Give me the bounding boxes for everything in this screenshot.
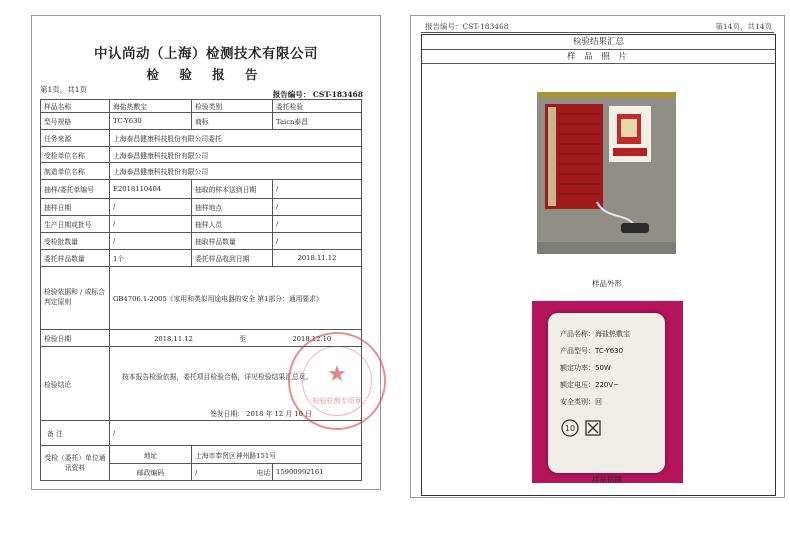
caption-appearance: 样品外形 xyxy=(592,279,622,288)
phone-label: 电话 xyxy=(256,469,271,477)
cell-label: 委托样品收到日期 xyxy=(192,250,273,267)
cell-label: 抽样地点 xyxy=(192,199,273,216)
cell-value: 1个 xyxy=(110,250,192,267)
stamp-star-icon: ★ xyxy=(327,362,347,387)
svg-text:10: 10 xyxy=(564,424,576,433)
heating-pad-illustration xyxy=(537,92,676,254)
cell-label: 抽样/委托单编号 xyxy=(41,180,110,199)
postcode-phone-cell xyxy=(192,464,273,481)
results-box xyxy=(421,34,776,496)
test-date-from: 2018.11.12 xyxy=(154,335,193,343)
certification-marks-icon xyxy=(560,417,620,439)
caption-nameplate: 样品铭牌 xyxy=(592,475,622,484)
cell-value: / xyxy=(110,216,192,233)
cell-value: TC-Y630 xyxy=(110,113,192,130)
table-row xyxy=(41,446,362,464)
table-row xyxy=(41,250,362,267)
cell-value: 上海市奉贤区神州路151号 xyxy=(192,446,362,464)
cell-label: 备 注 xyxy=(41,421,110,446)
cell-label: 受检（委托）单位通讯资料 xyxy=(41,446,110,481)
table-row xyxy=(41,113,362,130)
cell-value: / xyxy=(273,233,362,250)
cell-value: 上海泰昌健康科技股份有限公司委托 xyxy=(110,130,362,147)
stamp-text: 检验检测专用章 xyxy=(312,397,362,405)
cell-value: / xyxy=(110,199,192,216)
report-number: 报告编号： CST-183468 xyxy=(272,90,363,99)
cell-label: 样品名称 xyxy=(41,100,110,113)
cell-label: 抽样日期 xyxy=(41,199,110,216)
table-row xyxy=(41,267,362,330)
cell-value: / xyxy=(273,180,362,199)
cell-label: 任务来源 xyxy=(41,130,110,147)
cell-label: 生产日期或批号 xyxy=(41,216,110,233)
cell-value: GB4706.1-2005《家用和类似用途电器的安全 第1部分：通用要求》 xyxy=(110,267,362,330)
cell-value: 15900992161 xyxy=(273,464,362,481)
cell-value: 委托检验 xyxy=(273,100,362,113)
nameplate-line: 产品型号：TC-Y630 xyxy=(560,347,624,355)
conclusion-text: 按本报告检验依据，委托项目检验合格，详见检验结果汇总页。 xyxy=(122,373,313,381)
cell-value: / xyxy=(273,199,362,216)
cell-value: 海盐热敷宝 xyxy=(110,100,192,113)
nameplate-line: 额定功率：50W xyxy=(560,364,611,372)
cell-label: 委托样品数量 xyxy=(41,250,110,267)
nameplate-line: 额定电压：220V~ xyxy=(560,381,620,389)
postcode-value: / xyxy=(195,469,198,477)
cell-label: 邮政编码 xyxy=(110,464,192,481)
table-row xyxy=(41,233,362,250)
results-summary-page xyxy=(410,15,785,498)
cell-label: 检验日期 xyxy=(41,330,110,347)
summary-title: 检验结果汇总 xyxy=(422,35,775,50)
nameplate-photo xyxy=(532,301,683,483)
cell-label: 型号规格 xyxy=(41,113,110,130)
table-row xyxy=(41,147,362,163)
table-row xyxy=(41,199,362,216)
cell-value: Taicn泰昌 xyxy=(273,113,362,130)
page-info: 第1页，共1页 xyxy=(40,85,88,94)
cell-label: 抽取样品数量 xyxy=(192,233,273,250)
table-row xyxy=(41,100,362,113)
cell-value: / xyxy=(110,233,192,250)
company-name: 中认尚动（上海）检测技术有限公司 xyxy=(94,46,318,62)
test-date-to-word: 至 xyxy=(239,335,247,343)
cell-label: 地址 xyxy=(110,446,192,464)
cell-value: 2018.11.12 xyxy=(273,250,362,267)
header-divider xyxy=(421,32,774,33)
cell-label: 受检单位名称 xyxy=(41,147,110,163)
photos-title: 样 品 照 片 xyxy=(422,50,775,64)
cell-label: 检验结论 xyxy=(41,347,110,421)
inspection-stamp xyxy=(288,332,386,430)
cell-label: 检验类别 xyxy=(192,100,273,113)
table-row xyxy=(41,130,362,147)
table-row xyxy=(41,180,362,199)
cell-value: E2018110404 xyxy=(110,180,192,199)
cell-label: 抽取的样本送到日期 xyxy=(192,180,273,199)
cell-value: 上海泰昌健康科技股份有限公司 xyxy=(110,147,362,163)
sample-appearance-photo xyxy=(537,92,676,254)
right-report-number: 报告编号：CST-183468 xyxy=(425,22,509,31)
cell-label: 商标 xyxy=(192,113,273,130)
cell-label: 制造单位名称 xyxy=(41,163,110,180)
cell-value: / xyxy=(273,216,362,233)
report-title: 检 验 报 告 xyxy=(146,67,266,82)
nameplate-line: 安全类别：回 xyxy=(560,398,602,406)
sign-date: 签发日期： 2018 年 12 月 10 日 xyxy=(210,410,312,418)
nameplate-line: 产品名称：海盐热敷宝 xyxy=(560,330,630,338)
cell-value: / xyxy=(110,421,362,446)
test-date-to: 2018.12.10 xyxy=(292,335,332,343)
nameplate-label xyxy=(548,313,665,473)
cell-value: 上海泰昌健康科技股份有限公司 xyxy=(110,163,362,180)
table-row xyxy=(41,216,362,233)
cell-label: 检验依据和 / 或标合判定原则 xyxy=(41,267,110,330)
table-row xyxy=(41,163,362,180)
right-page-info: 第14页，共14页 xyxy=(715,22,772,31)
cell-label: 抽样人员 xyxy=(192,216,273,233)
cell-label: 受检批数量 xyxy=(41,233,110,250)
